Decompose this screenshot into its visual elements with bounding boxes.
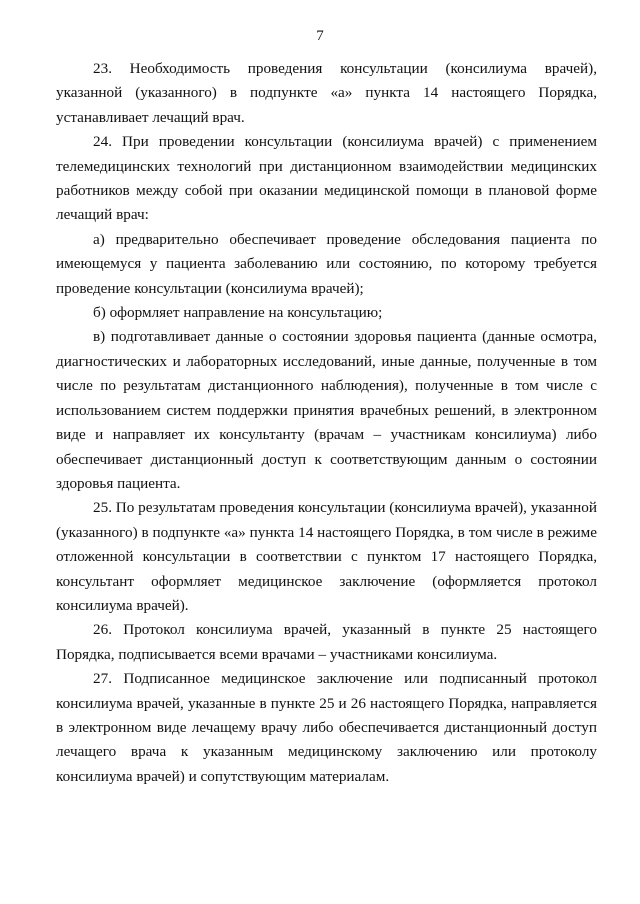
paragraph-24-item-v: в) подготавливает данные о состоянии здоровья пациента (данные осмотра, диагностических и лабораторных исследований, иные данные, полученные в том числе по результатам дистанционного наблюдения), полученные в том числе с использованием систем поддержки принятия врачебных решений, в электронном виде и направляет их консультанту (врачам – участникам консилиума) либо обеспечивает дистанционный доступ к соответствующим данным о состоянии здоровья пациента. (56, 328, 597, 492)
paragraph-24: 24. При проведении консультации (консилиума врачей) с применением телемедицинских технологий при дистанционном взаимодействии медицинских работников между собой при оказании медицинской помощи в плановой форме лечащий врач: (56, 133, 597, 224)
paragraph-26: 26. Протокол консилиума врачей, указанный в пункте 25 настоящего Порядка, подписывается всеми врачами – участниками консилиума. (56, 621, 597, 663)
page-number: 7 (316, 28, 324, 44)
document-body (56, 57, 597, 789)
paragraph-27: 27. Подписанное медицинское заключение или подписанный протокол консилиума врачей, указанные в пункте 25 и 26 настоящего Порядка, направляется в электронном виде лечащему врачу либо обеспечивается дистанционный доступ лечащего врача к указанным медицинскому заключению или протоколу консилиума врачей) и сопутствующим материалам. (56, 670, 597, 785)
paragraph-25: 25. По результатам проведения консультации (консилиума врачей), указанной (указанного) в подпункте «а» пункта 14 настоящего Порядка, в том числе в режиме отложенной консультации в соответствии с пунктом 17 настоящего Порядка, консультант оформляет медицинское заключение (оформляется протокол консилиума врачей). (56, 499, 597, 614)
paragraph-23: 23. Необходимость проведения консультации (консилиума врачей), указанной (указанного) в подпункте «а» пункта 14 настоящего Порядка, устанавливает лечащий врач. (56, 60, 597, 126)
paragraph-24-item-b: б) оформляет направление на консультацию; (93, 304, 383, 322)
paragraph-24-item-a: а) предварительно обеспечивает проведение обследования пациента по имеющемуся у пациента заболеванию или состоянию, по которому требуется проведение консультации (консилиума врачей); (56, 230, 597, 297)
